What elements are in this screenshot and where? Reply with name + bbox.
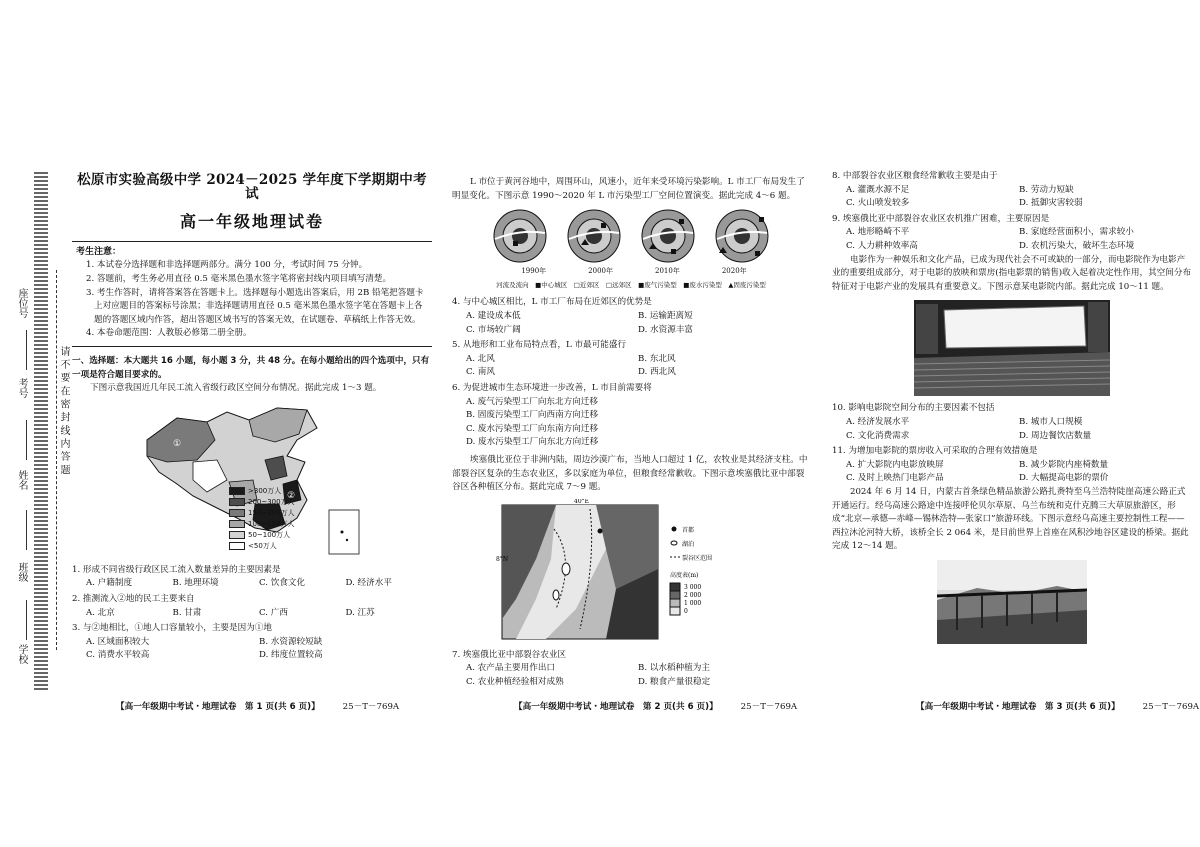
question-5-options [452, 353, 810, 380]
binding-strip [8, 170, 68, 690]
ring-2010 [641, 209, 695, 263]
exam-number-blank[interactable] [26, 420, 27, 460]
notice-item: 3. 考生作答时，请将答案答在答题卡上。选择题每小题选出答案后，用 2B 铅笔把答题卡上对应题目的答案标号涂黑；非选择题请用直径 0.5 毫米黑色墨水签字笔在答题卡上各题的答题区域内作答，超出答题区域书写的答案无效，在试题卷、草稿纸上作答无效。 [86, 287, 424, 325]
longitude-label: 40°E [574, 498, 590, 505]
question-7: 7. 埃塞俄比亚中部裂谷农业区 [452, 649, 567, 660]
option[interactable]: D. 经济水平 [345, 578, 392, 589]
option[interactable]: D. 周边餐饮店数量 [1019, 430, 1092, 441]
option[interactable]: C. 消费水平较高 [86, 650, 150, 661]
seal-text: 请 不 要 在 密 封 线 内 答 题 [58, 346, 69, 475]
year-labels [452, 265, 810, 279]
legend-item: 150~200万人 [248, 508, 295, 517]
question-11-options [832, 459, 1192, 486]
relief-legend-item: 2 000 [684, 591, 702, 599]
option[interactable]: D. 纬度位置较高 [259, 650, 323, 661]
map-legend [229, 486, 295, 552]
page-3-footer [916, 700, 1199, 712]
class-label: 班级 [16, 562, 27, 582]
legend-item: 200~300万人 [248, 497, 295, 506]
relief-legend-item: 高度表(m) [670, 571, 699, 579]
seat-number-blank[interactable] [26, 330, 27, 370]
legend-item: >300万人 [248, 486, 282, 495]
notice-heading: 考生注意： [76, 246, 122, 257]
notice-item: 2. 答题前，考生务必用直径 0.5 毫米黑色墨水签字笔将密封线内项目填写清楚。 [86, 273, 392, 284]
map-marker-2: ② [287, 490, 296, 501]
option[interactable]: B. 劳动力短缺 [1019, 184, 1074, 195]
question-9: 9. 埃塞俄比亚中部裂谷农业区农机推广困难，主要原因是 [832, 213, 1050, 224]
year-label: 2000年 [588, 267, 613, 276]
option[interactable]: C. 人力耕种效率高 [846, 240, 918, 251]
option[interactable]: C. 市场较广阔 [466, 324, 521, 335]
question-3-options [72, 636, 432, 663]
option[interactable]: D. 粮食产量很稳定 [638, 676, 711, 687]
relief-legend-item: 3 000 [684, 583, 702, 591]
option[interactable]: A. 北京 [86, 607, 115, 618]
option[interactable]: D. 农机污染大，破坏生态环境 [1019, 240, 1135, 251]
cinema-photo [914, 300, 1110, 396]
page-1 [72, 168, 432, 663]
question-intro: L 市位于黄河谷地中，周围环山，风速小，近年来受环境污染影响。L 市工厂布局发生了明显变化。下图示意 1990～2020 年 L 市污染型工厂空间位置演变。据此完成 4～6 题。 [452, 177, 805, 201]
question-intro: 2024 年 6 月 14 日，内蒙古首条绿色精品旅游公路扎赉特至乌兰浩特陡崖高速公路正式开通运行。经乌高速公路途中连接呼伦贝尔草原、乌兰布统和克什克腾三大草原旅游区，形成“北京—承德—赤峰—锡林浩特—张家口”旅游环线。下图示意经乌高速主要控制性工程——西拉沐沦河特大桥，该桥全长 2 064 米，是目前世界上首座在风积沙地谷区建设的桥梁。据此完成 12～14 题。 [832, 486, 1189, 552]
name-blank[interactable] [26, 510, 27, 550]
question-intro: 下图示意我国近几年民工流入省级行政区空间分布情况。据此完成 1～3 题。 [90, 383, 382, 394]
relief-legend-item: 0 [684, 607, 688, 615]
year-label: 2020年 [721, 267, 747, 276]
option[interactable]: C. 废水污染型工厂向东南方向迁移 [466, 423, 599, 434]
question-2-options [72, 607, 432, 621]
option[interactable]: C. 南风 [466, 367, 495, 378]
option[interactable]: A. 灌溉水源不足 [846, 184, 910, 195]
footer-text: 【高一年级期中考试・地理试卷 第 2 页(共 6 页)】 [514, 702, 718, 712]
exam-number-label: 考号 [16, 378, 27, 398]
factory-evolution-figure [452, 209, 810, 263]
question-intro: 埃塞俄比亚位于非洲内陆，周边沙漠广布，当地人口超过 1 亿，农牧业是其经济支柱。中部裂谷区复杂的生态农业区，多以家庭为单位，但粮食经常歉收。下图示意埃塞俄比亚中部裂谷区各种植区分布。据此完成 7～9 题。 [452, 454, 808, 493]
option[interactable]: A. 扩大影院内电影放映屏 [846, 459, 944, 470]
question-6-options [452, 396, 810, 450]
page-2-footer [514, 700, 797, 712]
ring-1990 [493, 209, 547, 263]
map-marker-1: ① [173, 438, 182, 449]
option[interactable]: C. 及时上映热门电影产品 [846, 473, 944, 484]
china-migrant-map [137, 400, 367, 560]
option[interactable]: B. 以水稻种植为主 [638, 663, 710, 674]
option[interactable]: D. 抵御灾害较弱 [1019, 198, 1083, 209]
option[interactable]: A. 地形略崎不平 [846, 227, 910, 238]
seal-line [56, 270, 57, 650]
question-9-options [832, 226, 1192, 253]
option[interactable]: B. 甘肃 [172, 607, 202, 618]
year-label: 2010年 [655, 267, 680, 276]
option[interactable]: A. 农产品主要用作出口 [466, 663, 556, 674]
question-2: 2. 推测流入②地的民工主要来自 [72, 593, 195, 604]
page-3 [832, 168, 1192, 650]
question-1-options [72, 577, 432, 591]
legend-item: 100~150万人 [248, 519, 295, 528]
option[interactable]: B. 城市人口规模 [1019, 416, 1083, 427]
section-heading: 一、选择题：本大题共 16 小题，每小题 3 分，共 48 分。在每小题给出的四个选项中，只有一项是符合题目要求的。 [72, 355, 430, 380]
name-label: 姓名 [16, 470, 27, 490]
option[interactable]: B. 减少影院内座椅数量 [1019, 459, 1109, 470]
option[interactable]: C. 农业种植经验相对成熟 [466, 676, 564, 687]
footer-text: 【高一年级期中考试・地理试卷 第 1 页(共 6 页)】 [116, 702, 320, 712]
bridge-photo [937, 560, 1087, 644]
option[interactable]: A. 废气污染型工厂向东北方向迁移 [466, 396, 598, 407]
relief-legend-item: 湖泊 [682, 540, 695, 548]
paper-code: 25－T－769A [1142, 702, 1200, 712]
option[interactable]: D. 废水污染型工厂向东北方向迁移 [466, 437, 599, 448]
exam-title: 松原市实验高级中学 2024－2025 学年度下学期期中考试 [77, 172, 427, 202]
relief-legend-item: 首都 [682, 526, 695, 534]
latitude-label: 8°N [496, 555, 509, 563]
page-1-footer [116, 700, 399, 712]
option[interactable]: A. 户籍制度 [86, 578, 133, 589]
question-4-options [452, 310, 810, 337]
option[interactable]: C. 广西 [259, 607, 288, 618]
question-7-options [452, 662, 810, 689]
year-label: 1990年 [521, 267, 547, 276]
question-6: 6. 为促进城市生态环境进一步改善，L 市目前需要将 [452, 382, 652, 393]
seat-number-label: 座位号 [16, 288, 27, 318]
exam-subtitle: 高一年级地理试卷 [179, 212, 324, 232]
question-4: 4. 与中心城区相比，L 市工厂布局在近郊区的优势是 [452, 297, 652, 308]
question-8-options [832, 184, 1192, 211]
option[interactable]: C. 文化消费需求 [846, 430, 910, 441]
question-intro: 电影作为一种娱乐和文化产品，已成为现代社会不可或缺的一部分，而电影院作为电影产业的重要组成部分，对于电影的放映和票房(指电影票的销售)收入起着决定性作用，其空间分布特征对于电影产业的发展具有重要意义。下图示意某电影院内部。据此完成 10～11 题。 [832, 254, 1192, 292]
option[interactable]: D. 水资源丰富 [638, 324, 694, 335]
ring-2000 [567, 209, 621, 263]
paper-code: 25－T－769A [342, 702, 400, 712]
relief-legend-item: 1 000 [684, 599, 702, 607]
option[interactable]: C. 饮食文化 [259, 578, 306, 589]
question-8: 8. 中部裂谷农业区粮食经常歉收主要是由于 [832, 171, 998, 181]
question-10: 10. 影响电影院空间分布的主要因素不包括 [832, 403, 995, 414]
paper-code: 25－T－769A [740, 702, 798, 712]
notice-item: 4. 本卷命题范围：人教版必修第二册全册。 [86, 328, 252, 339]
option[interactable]: B. 东北风 [638, 353, 676, 364]
school-label: 学校 [16, 644, 27, 664]
option[interactable]: A. 北风 [466, 353, 495, 364]
question-5: 5. 从地形和工业布局特点看，L 市最可能盛行 [452, 340, 627, 351]
class-blank[interactable] [26, 600, 27, 640]
legend-item: <50万人 [248, 541, 277, 550]
question-11: 11. 为增加电影院的票房收入可采取的合理有效措施是 [832, 446, 1038, 457]
question-10-options [832, 416, 1192, 443]
option[interactable]: B. 运输距离短 [638, 310, 693, 321]
relief-legend-item: 裂谷区范围 [682, 554, 713, 562]
question-3: 3. 与②地相比，①地人口容量较小，主要是因为①地 [72, 623, 272, 634]
option[interactable]: D. 大幅提高电影的票价 [1019, 473, 1109, 484]
option[interactable]: A. 区域面积较大 [86, 636, 150, 647]
option[interactable]: B. 家庭经营面积小，需求较小 [1019, 227, 1134, 238]
option[interactable]: A. 经济发展水平 [846, 416, 910, 427]
rift-relief-figure [496, 499, 766, 645]
notice-item: 1. 本试卷分选择题和非选择题两部分。满分 100 分，考试时间 75 分钟。 [86, 260, 368, 271]
legend-item: 50~100万人 [248, 530, 291, 539]
option[interactable]: B. 固废污染型工厂向西南方向迁移 [466, 410, 599, 421]
option[interactable]: C. 火山喷发较多 [846, 198, 910, 209]
ring-legend: 河流及流向 ■中心城区 □近郊区 □远郊区 ■废气污染型 ■废水污染型 ▲固废污染型 [496, 280, 766, 289]
option[interactable]: D. 江苏 [345, 607, 375, 618]
ring-2020 [715, 209, 769, 263]
question-1: 1. 形成不同省级行政区民工流入数量差异的主要因素是 [72, 564, 281, 575]
option[interactable]: B. 水资源较短缺 [259, 636, 323, 647]
notice-box [72, 241, 432, 347]
ethiopia-rift-map [496, 499, 766, 645]
footer-text: 【高一年级期中考试・地理试卷 第 3 页(共 6 页)】 [916, 702, 1120, 712]
option[interactable]: A. 建设成本低 [466, 310, 521, 321]
binding-pattern [34, 170, 48, 690]
option[interactable]: D. 西北风 [638, 367, 676, 378]
page-2 [452, 168, 810, 689]
option[interactable]: B. 地理环境 [172, 578, 219, 589]
